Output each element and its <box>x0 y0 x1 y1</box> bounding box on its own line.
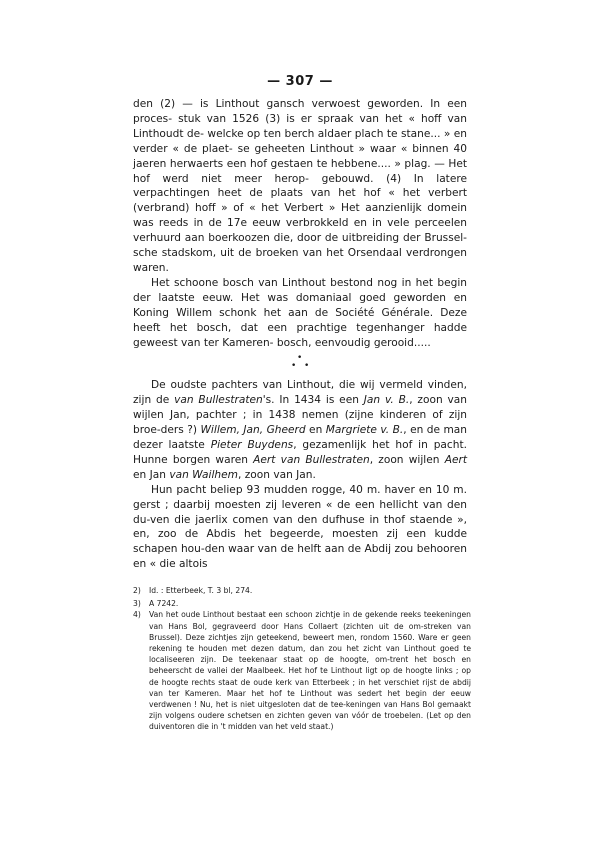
person-name: Aert <box>444 453 467 466</box>
text-run: , en de man dezer laatste <box>133 424 467 452</box>
paragraph-1 <box>133 97 467 276</box>
separator-dot: • <box>291 361 297 372</box>
text-run: , zoon van Jan. <box>237 468 316 481</box>
footnote-text: Id. : Etterbeek, T. 3 bl, 274. <box>149 586 253 595</box>
footnote-number: 2) <box>133 586 141 595</box>
text-line: welcke op ten berch aldaer plach te stane... » en verder « de plaet- <box>133 127 467 155</box>
text-run: De oudste pachters van Linthout, die wij vermeld vinden, zijn de <box>133 379 467 407</box>
text-line: waren. <box>133 261 169 274</box>
person-name: van Wailhem <box>169 468 238 481</box>
text-line: « het verbert (verbrand) hoff » of « het Verbert » Het aanzienlijk <box>133 187 467 215</box>
main-text <box>133 97 467 572</box>
text-line: Het schoone bosch van Linthout bestond nog in het begin <box>151 276 467 289</box>
text-line: verhuurd aan boerkoozen die, door de uitbreiding der Brussel- <box>133 232 467 245</box>
person-name: Margriete v. B. <box>325 424 404 437</box>
text-line: gebouwd. (4) In latere verpachtingen heet de plaats van het hof <box>133 172 467 200</box>
text-run: en <box>305 424 326 437</box>
paragraph-4: Hun pacht beliep 93 mudden rogge, 40 m. haver en 10 m. gerst ; daarbij moesten zij leveren « de een hellicht van den du-ven die jaerlix comen van den dufhuse in thof staende », en, zoo de Abdis het begeerde, moesten zij een kudde schapen hou-den waar van de helft aan de Abdij zou behooren en « die altois <box>133 483 467 571</box>
text-line: den (2) — is Linthout gansch verwoest geworden. In een proces- <box>133 98 467 125</box>
page-number: — 307 — <box>267 74 333 89</box>
footnote-number: 4) <box>133 610 141 620</box>
footnote-text: Van het oude Linthout bestaat een schoon zichtje in de gekende reeks teekeningen van Hans Bol, gegraveerd door Hans Collaert (zichten uit de om-streken van Brussel). Deze zichtjes zijn geteekend, beweert men, rondom 1560. Ware er geen rekening te houden met dezen datum, dan zou het zicht van Linthout goed te localiseeren zijn. De teekenaar staat op de hoogte, om-trent het bosch en beheerscht de vallei der Maalbeek. Het hof te Linthout ligt op de hoogte links ; op de hoogte rechts staat de oude kerk van Etterbeek ; in het verschiet rijst de abdij van ter Kameren. Maar het hof te Linthout was sedert het begin der eeuw verdwenen ! Nu, het is niet uitgesloten dat de tee-keningen van Hans Bol gemaakt zijn volgens oudere schetsen en zichten geven van vóór de troebelen. (Let op den duiventoren die in 't midden van het veld staat.) <box>149 610 471 732</box>
paragraph-2 <box>133 276 467 351</box>
text-line: der laatste eeuw. Het was domaniaal goed geworden en Koning <box>133 291 467 319</box>
text-line: domein was reeds in de 17e eeuw verbrokkeld en in vele perceelen <box>133 202 467 230</box>
footnote-number: 3) <box>133 599 141 609</box>
footnote-3 <box>133 598 471 609</box>
person-name: Aert van Bullestraten <box>253 453 370 466</box>
separator-dot: • <box>297 353 303 364</box>
separator-dot: • <box>304 361 310 372</box>
text-line: se geheeten Linthout » waar « binnen 40 jaeren herwaerts een hof <box>133 142 467 170</box>
text-line: stuk van 1526 (3) is er spraak van het « hoff van Linthoudt de- <box>133 112 467 140</box>
text-line: dat een prachtige tegenhanger hadde geweest van ter Kameren- <box>133 321 467 349</box>
text-run: 's. In 1434 is een <box>262 394 364 407</box>
person-name: Willem, Jan, Gheerd <box>200 424 306 437</box>
text-line: Willem schonk het aan de Société Générale. Deze heeft het bosch, <box>133 306 467 334</box>
paragraph-3 <box>133 378 467 482</box>
text-run: en Jan <box>133 468 170 481</box>
text-line: bosch, eenvoudig gerooid..... <box>276 336 431 349</box>
section-separator <box>133 352 467 374</box>
text-run: , zoon van wijlen Jan, pachter ; in 1438 nemen (zijne kinderen of zijn broe-ders ?) <box>133 394 467 437</box>
text-line: sche stadskom, uit de broeken van het Orsendaal verdrongen <box>133 247 467 260</box>
text-run: , gezamenlijk het hof in pacht. Hunne borgen waren <box>133 439 467 466</box>
footnote-4 <box>133 609 471 732</box>
text-line: gestaen te hebbene.... » plag. — Het hof werd niet meer herop- <box>133 157 467 185</box>
person-name: Pieter Buydens <box>210 439 294 452</box>
person-name: Jan v. B. <box>363 394 410 407</box>
footnotes <box>133 585 471 733</box>
footnote-text: A 7242. <box>149 599 179 609</box>
footnote-2 <box>133 585 471 596</box>
text-run: , zoon wijlen <box>369 453 445 466</box>
person-name: van Bullestraten <box>174 394 263 407</box>
